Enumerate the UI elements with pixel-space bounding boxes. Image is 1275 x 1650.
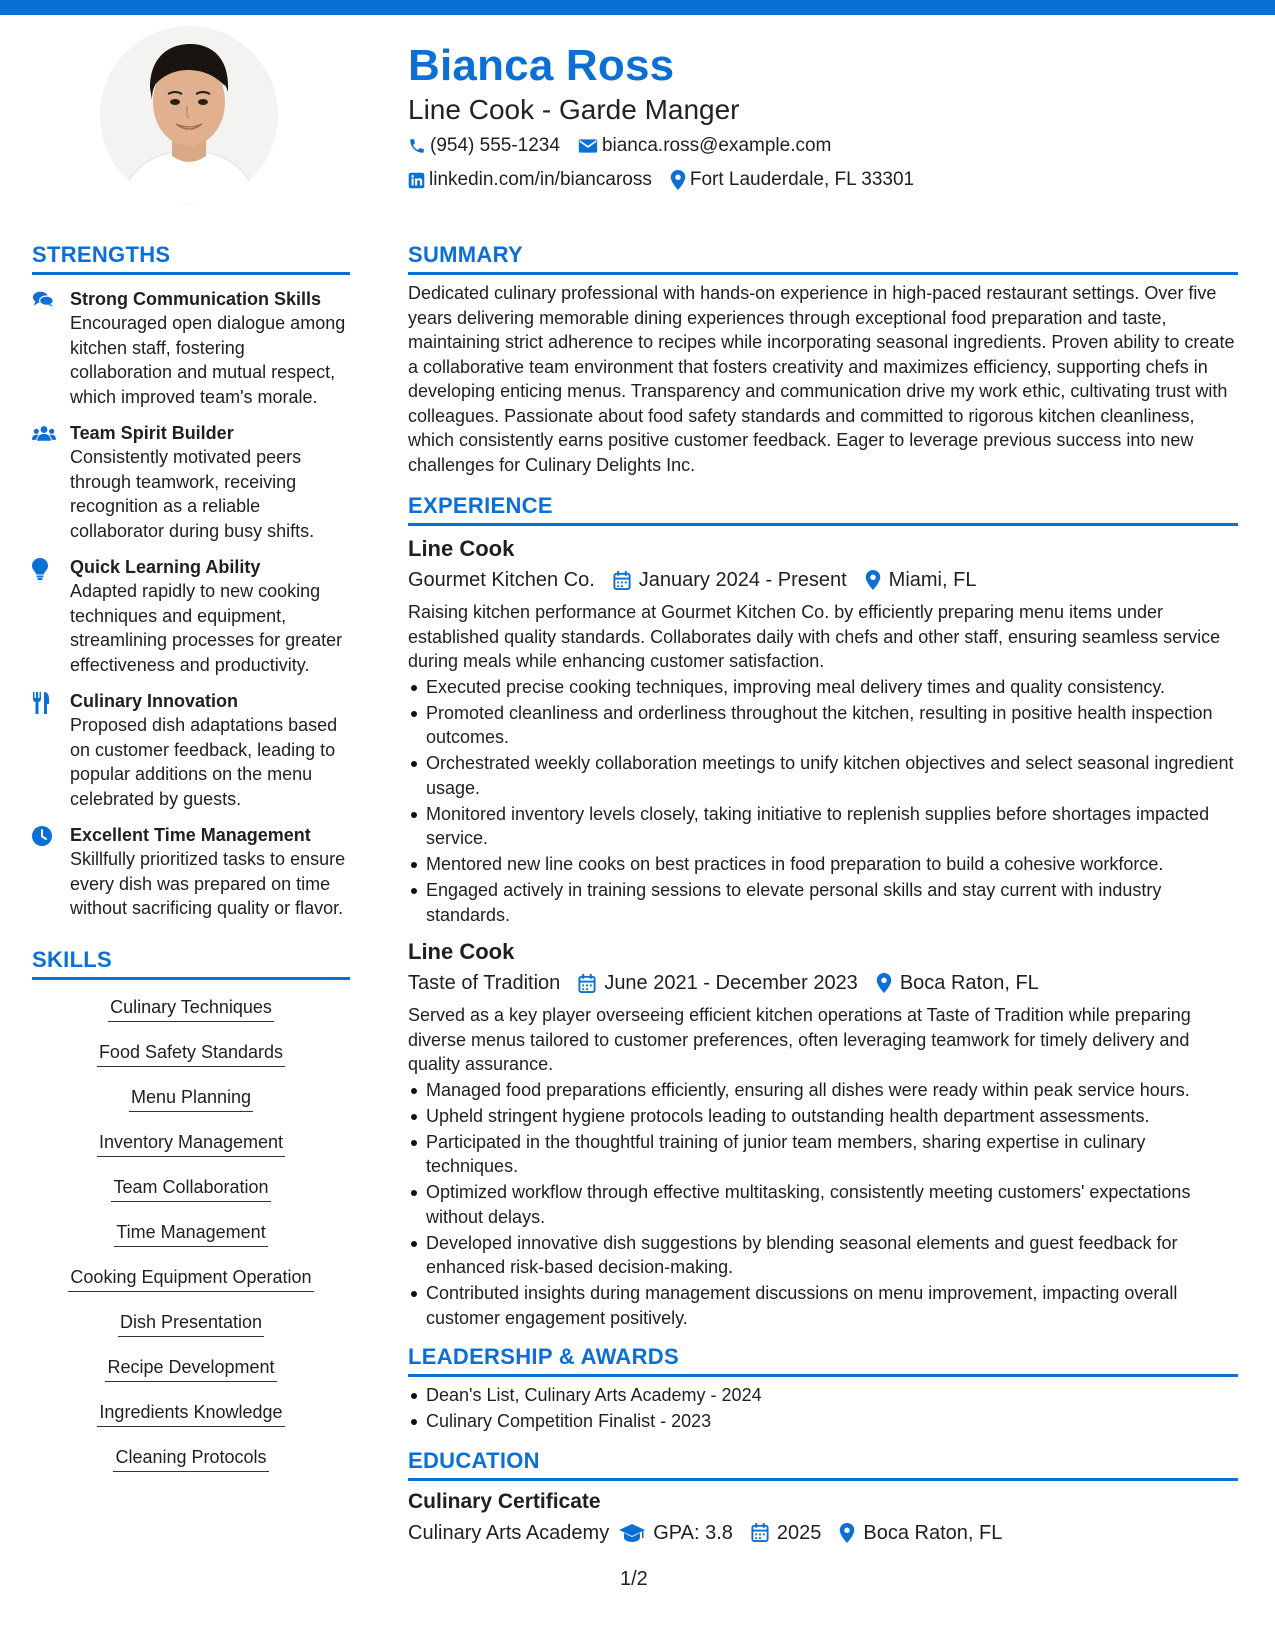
candidate-title: Line Cook - Garde Manger (408, 94, 740, 125)
skill-item: Cooking Equipment Operation (68, 1264, 313, 1292)
page-number: 1/2 (620, 1568, 648, 1590)
calendar-icon (578, 974, 596, 993)
linkedin-text: linkedin.com/in/biancaross (429, 169, 652, 190)
bullet-item: Optimized workflow through effective multitasking, consistently meeting customers' expectations without delays. (408, 1180, 1238, 1229)
bullet-item: Developed innovative dish suggestions by blending seasonal elements and guest feedback for enhanced risk-based decision-making. (408, 1231, 1238, 1280)
strength-title: Team Spirit Builder (70, 423, 234, 443)
skill-item: Culinary Techniques (108, 994, 274, 1022)
job-dates: June 2021 - December 2023 (604, 972, 858, 994)
map-pin-icon (839, 1523, 855, 1543)
job-meta (408, 967, 1238, 999)
job-meta (408, 564, 1238, 596)
skills-heading: SKILLS (32, 945, 350, 980)
bullet-item: Executed precise cooking techniques, improving meal delivery times and quality consistency. (408, 675, 1238, 700)
location-text: Fort Lauderdale, FL 33301 (689, 169, 915, 190)
left-column (32, 240, 350, 1489)
education-school: Culinary Arts Academy (408, 1521, 610, 1544)
linkedin-icon (408, 172, 425, 189)
skill-item: Food Safety Standards (97, 1039, 285, 1067)
skill-item: Cleaning Protocols (113, 1444, 268, 1472)
job-bullets (408, 1078, 1238, 1331)
map-pin-icon (865, 570, 881, 590)
phone-icon (408, 137, 426, 155)
skill-item: Inventory Management (97, 1129, 285, 1157)
job-role: Line Cook (408, 536, 515, 561)
candidate-name: Bianca Ross (408, 41, 675, 90)
profile-photo (100, 26, 278, 204)
map-pin-icon (876, 973, 892, 993)
skill-item: Dish Presentation (118, 1309, 264, 1337)
bullet-item: Engaged actively in training sessions to elevate personal skills and stay current with industry standards. (408, 878, 1238, 927)
job-company: Gourmet Kitchen Co. (408, 569, 595, 591)
job-bullets (408, 675, 1238, 928)
contact-linkedin[interactable] (408, 164, 652, 196)
job-entry (408, 937, 1238, 1330)
bullet-item: Monitored inventory levels closely, taking initiative to replenish supplies before shortages impacted service. (408, 802, 1238, 851)
award-item: Culinary Competition Finalist - 2023 (408, 1409, 1238, 1434)
strength-item (32, 287, 350, 409)
education-location: Boca Raton, FL (863, 1521, 1003, 1544)
skill-item: Menu Planning (129, 1084, 253, 1112)
award-item: Dean's List, Culinary Arts Academy - 2024 (408, 1383, 1238, 1408)
job-location: Boca Raton, FL (899, 972, 1039, 994)
bullet-item: Upheld stringent hygiene protocols leading to outstanding health department assessments. (408, 1104, 1238, 1129)
strength-item (32, 555, 350, 677)
strength-title: Excellent Time Management (70, 825, 311, 845)
comments-icon (32, 290, 54, 308)
envelope-icon (578, 138, 598, 154)
skill-item: Time Management (114, 1219, 267, 1247)
strength-description: Consistently motivated peers through teamwork, receiving recognition as a reliable collaborator during busy shifts. (70, 447, 315, 541)
strength-item (32, 421, 350, 543)
right-column (408, 240, 1238, 1549)
education-meta (408, 1517, 1238, 1549)
strengths-heading: STRENGTHS (32, 240, 350, 275)
leadership-list (408, 1383, 1238, 1434)
strength-item (32, 823, 350, 921)
strength-description: Encouraged open dialogue among kitchen staff, fostering collaboration and mutual respect, which improved team's morale. (70, 313, 346, 407)
contact-phone[interactable] (408, 130, 560, 162)
strength-title: Quick Learning Ability (70, 557, 261, 577)
skill-item: Ingredients Knowledge (97, 1399, 284, 1427)
strength-title: Strong Communication Skills (70, 289, 322, 309)
summary-heading: SUMMARY (408, 240, 1238, 275)
phone-text: (954) 555-1234 (430, 135, 560, 156)
job-company: Taste of Tradition (408, 972, 561, 994)
leadership-heading: LEADERSHIP & AWARDS (408, 1342, 1238, 1377)
skill-item: Recipe Development (105, 1354, 276, 1382)
education-entry (408, 1487, 1238, 1549)
job-description: Raising kitchen performance at Gourmet Kitchen Co. by efficiently preparing menu items under established quality standards. Collaborates daily with chefs and other staff, ensuring seamless service during meals while enhancing customer satisfaction. (408, 602, 1221, 671)
job-description: Served as a key player overseeing efficient kitchen operations at Taste of Tradition while preparing diverse menus tailored to customer preferences, often leveraging teamwork for timely delivery and quality assurance. (408, 1005, 1191, 1074)
summary-text: Dedicated culinary professional with hands-on experience in high-paced restaurant settings. Over five years delivering memorable dining experiences through exceptional food preparation and taste, maintaining strict adherence to recipes while incorporating seasonal ingredients. Proven ability to create a collaborative team environment that fosters creativity and maximizes efficiency, supporting chefs in developing enticing menus. Transparency and communication drive my work ethic, cultivating trust with colleagues. Passionate about food safety standards and committed to rigorous kitchen cleanliness, which consistently earns positive customer feedback. Eager to leverage previous success into new challenges for Culinary Delights Inc. (408, 283, 1235, 475)
strength-description: Skillfully prioritized tasks to ensure every dish was prepared on time without sacrificing quality or flavor. (70, 849, 346, 918)
email-text: bianca.ross@example.com (601, 135, 832, 156)
calendar-icon (751, 1523, 769, 1542)
clock-icon (32, 826, 52, 846)
contact-email[interactable] (578, 130, 831, 162)
job-entry (408, 534, 1238, 927)
education-heading: EDUCATION (408, 1446, 1238, 1481)
graduation-cap-icon (619, 1524, 645, 1542)
strength-description: Adapted rapidly to new cooking techniques and equipment, streamlining processes for greater effectiveness and productivity. (70, 581, 343, 675)
map-pin-icon (670, 170, 686, 190)
resume-header (408, 40, 1238, 196)
skills-list (32, 994, 350, 1489)
profile-photo-illustration (100, 26, 278, 204)
bullet-item: Orchestrated weekly collaboration meetings to unify kitchen objectives and select seasonal ingredient usage. (408, 751, 1238, 800)
bullet-item: Participated in the thoughtful training of junior team members, sharing expertise in culinary techniques. (408, 1130, 1238, 1179)
job-role: Line Cook (408, 939, 515, 964)
strength-item (32, 689, 350, 811)
contact-location (670, 164, 914, 196)
contact-row-2 (408, 164, 1238, 196)
users-icon (32, 424, 56, 442)
bullet-item: Managed food preparations efficiently, ensuring all dishes were ready within peak service hours. (408, 1078, 1238, 1103)
strength-description: Proposed dish adaptations based on customer feedback, leading to popular additions on the menu celebrated by guests. (70, 715, 338, 809)
education-year: 2025 (776, 1521, 822, 1544)
contact-row-1 (408, 130, 1238, 162)
skill-item: Team Collaboration (111, 1174, 270, 1202)
strength-title: Culinary Innovation (70, 691, 239, 711)
education-degree: Culinary Certificate (408, 1489, 601, 1513)
experience-heading: EXPERIENCE (408, 491, 1238, 526)
utensils-icon (32, 692, 50, 714)
top-accent-bar (0, 0, 1275, 15)
calendar-icon (613, 571, 631, 590)
job-dates: January 2024 - Present (638, 569, 847, 591)
education-gpa: GPA: 3.8 (653, 1521, 733, 1544)
bullet-item: Contributed insights during management discussions on menu improvement, impacting overall customer engagement positively. (408, 1281, 1238, 1330)
bullet-item: Mentored new line cooks on best practices in food preparation to build a cohesive workforce. (408, 852, 1238, 877)
job-location: Miami, FL (888, 569, 977, 591)
lightbulb-icon (32, 558, 48, 580)
bullet-item: Promoted cleanliness and orderliness throughout the kitchen, resulting in positive health inspection outcomes. (408, 701, 1238, 750)
